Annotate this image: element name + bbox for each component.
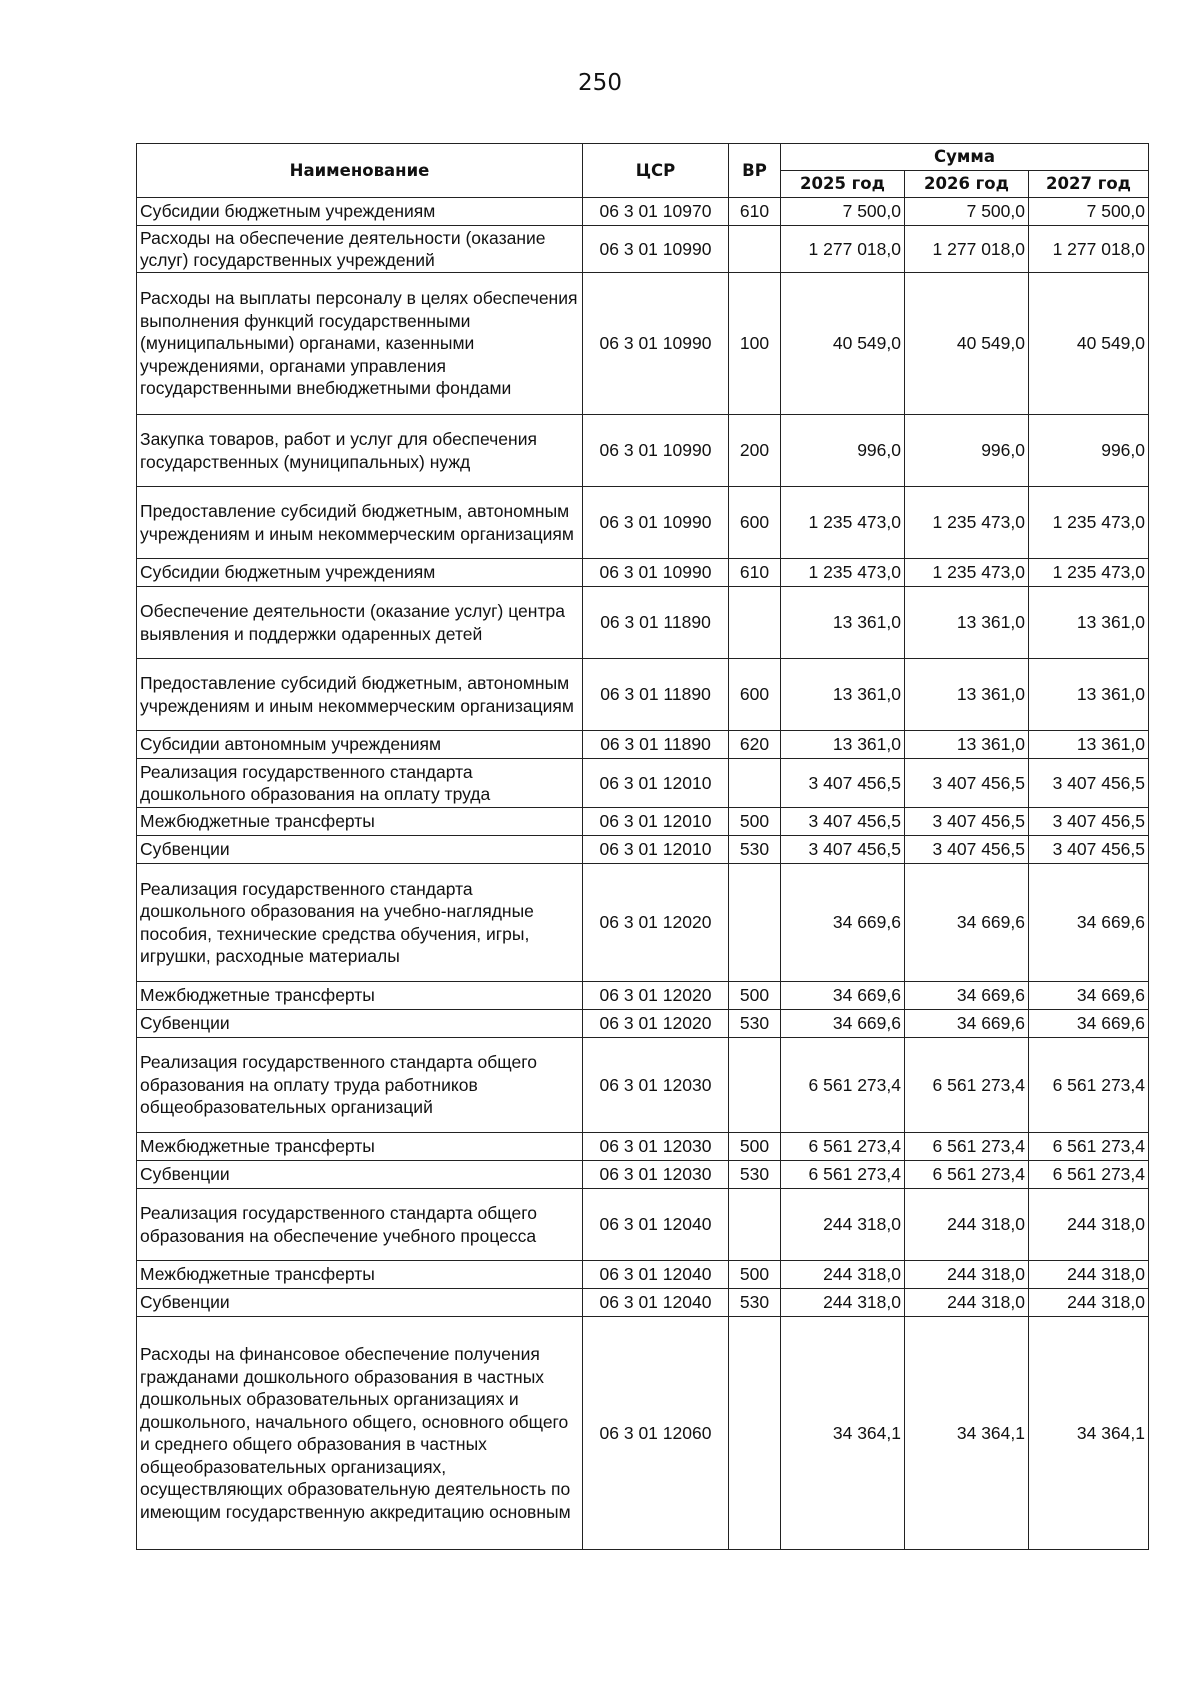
row-name: Предоставление субсидий бюджетным, автономным учреждениям и иным некоммерческим организациям [137,487,583,559]
table-row [137,559,1149,587]
row-csr: 06 3 01 12020 [583,1010,729,1038]
row-sum-2025: 13 361,0 [781,731,905,759]
row-sum-2026: 34 669,6 [905,864,1029,982]
row-csr: 06 3 01 10990 [583,487,729,559]
row-name: Расходы на финансовое обеспечение получения гражданами дошкольного образования в частных дошкольных образовательных организациях и дошкольного, начального общего, основного общего и среднего общего образования в частных общеобразовательных организациях, осуществляющих образовательную деятельность по имеющим государственную аккредитацию основным [137,1317,583,1550]
row-vr: 100 [729,273,781,415]
row-sum-2025: 34 669,6 [781,1010,905,1038]
row-sum-2027: 6 561 273,4 [1029,1133,1149,1161]
row-sum-2026: 13 361,0 [905,659,1029,731]
row-sum-2025: 996,0 [781,415,905,487]
row-vr: 200 [729,415,781,487]
row-name: Субсидии бюджетным учреждениям [137,559,583,587]
header-csr: ЦСР [583,144,729,198]
row-sum-2027: 1 235 473,0 [1029,559,1149,587]
table-row [137,1317,1149,1550]
row-sum-2026: 1 235 473,0 [905,559,1029,587]
header-year-2026: 2026 год [905,171,1029,198]
row-sum-2026: 3 407 456,5 [905,808,1029,836]
row-name: Субвенции [137,1010,583,1038]
table-row [137,836,1149,864]
row-vr: 500 [729,982,781,1010]
row-sum-2025: 34 669,6 [781,982,905,1010]
row-sum-2026: 34 364,1 [905,1317,1029,1550]
row-csr: 06 3 01 12010 [583,759,729,808]
row-csr: 06 3 01 12010 [583,808,729,836]
table-row [137,759,1149,808]
header-vr: ВР [729,144,781,198]
header-year-2025: 2025 год [781,171,905,198]
table-row [137,1261,1149,1289]
row-sum-2025: 13 361,0 [781,659,905,731]
row-vr: 600 [729,487,781,559]
row-vr [729,759,781,808]
row-name: Межбюджетные трансферты [137,982,583,1010]
row-sum-2025: 244 318,0 [781,1189,905,1261]
table-row [137,1133,1149,1161]
row-csr: 06 3 01 10990 [583,273,729,415]
row-csr: 06 3 01 12020 [583,982,729,1010]
row-sum-2025: 3 407 456,5 [781,808,905,836]
row-csr: 06 3 01 10990 [583,226,729,273]
row-sum-2025: 244 318,0 [781,1261,905,1289]
row-sum-2026: 3 407 456,5 [905,759,1029,808]
row-name: Межбюджетные трансферты [137,1133,583,1161]
table-row [137,226,1149,273]
row-sum-2025: 13 361,0 [781,587,905,659]
row-csr: 06 3 01 12040 [583,1189,729,1261]
row-sum-2025: 7 500,0 [781,198,905,226]
table-header [137,144,1149,198]
row-name: Субсидии бюджетным учреждениям [137,198,583,226]
table-row [137,198,1149,226]
row-csr: 06 3 01 12020 [583,864,729,982]
row-name: Реализация государственного стандарта дошкольного образования на оплату труда [137,759,583,808]
row-sum-2025: 3 407 456,5 [781,759,905,808]
row-vr [729,1038,781,1133]
row-csr: 06 3 01 11890 [583,659,729,731]
row-sum-2027: 40 549,0 [1029,273,1149,415]
row-sum-2027: 13 361,0 [1029,587,1149,659]
row-csr: 06 3 01 10990 [583,559,729,587]
row-vr: 610 [729,198,781,226]
row-sum-2027: 34 669,6 [1029,864,1149,982]
row-sum-2026: 1 277 018,0 [905,226,1029,273]
table-row [137,1010,1149,1038]
table-row [137,659,1149,731]
row-vr [729,1189,781,1261]
table-row [137,487,1149,559]
row-sum-2026: 6 561 273,4 [905,1133,1029,1161]
row-name: Расходы на выплаты персоналу в целях обеспечения выполнения функций государственными (муниципальными) органами, казенными учреждениями, органами управления государственными внебюджетными фондами [137,273,583,415]
row-sum-2025: 6 561 273,4 [781,1133,905,1161]
row-sum-2026: 996,0 [905,415,1029,487]
table-row [137,415,1149,487]
row-name: Расходы на обеспечение деятельности (оказание услуг) государственных учреждений [137,226,583,273]
row-sum-2026: 34 669,6 [905,1010,1029,1038]
row-vr: 500 [729,1133,781,1161]
row-sum-2027: 13 361,0 [1029,659,1149,731]
row-vr [729,226,781,273]
row-sum-2025: 3 407 456,5 [781,836,905,864]
budget-table [136,143,1149,1550]
row-name: Субвенции [137,1289,583,1317]
row-name: Обеспечение деятельности (оказание услуг) центра выявления и поддержки одаренных детей [137,587,583,659]
row-sum-2027: 6 561 273,4 [1029,1038,1149,1133]
row-vr: 530 [729,1010,781,1038]
row-sum-2026: 1 235 473,0 [905,487,1029,559]
row-vr: 620 [729,731,781,759]
row-sum-2027: 34 669,6 [1029,1010,1149,1038]
row-vr: 530 [729,1289,781,1317]
row-sum-2026: 244 318,0 [905,1189,1029,1261]
row-sum-2025: 1 277 018,0 [781,226,905,273]
table-row [137,1161,1149,1189]
row-csr: 06 3 01 12060 [583,1317,729,1550]
row-sum-2026: 13 361,0 [905,731,1029,759]
row-name: Реализация государственного стандарта общего образования на оплату труда работников общеобразовательных организаций [137,1038,583,1133]
row-vr [729,587,781,659]
header-name: Наименование [137,144,583,198]
row-vr [729,864,781,982]
row-sum-2025: 1 235 473,0 [781,487,905,559]
row-sum-2026: 3 407 456,5 [905,836,1029,864]
row-sum-2027: 34 364,1 [1029,1317,1149,1550]
row-sum-2026: 13 361,0 [905,587,1029,659]
row-csr: 06 3 01 10970 [583,198,729,226]
row-name: Предоставление субсидий бюджетным, автономным учреждениям и иным некоммерческим организациям [137,659,583,731]
row-sum-2027: 244 318,0 [1029,1189,1149,1261]
row-sum-2026: 244 318,0 [905,1261,1029,1289]
row-sum-2027: 244 318,0 [1029,1261,1149,1289]
row-sum-2026: 244 318,0 [905,1289,1029,1317]
table-row [137,1189,1149,1261]
row-sum-2027: 1 235 473,0 [1029,487,1149,559]
row-vr [729,1317,781,1550]
row-sum-2025: 244 318,0 [781,1289,905,1317]
row-sum-2027: 6 561 273,4 [1029,1161,1149,1189]
row-name: Реализация государственного стандарта дошкольного образования на учебно-наглядные пособия, технические средства обучения, игры, игрушки, расходные материалы [137,864,583,982]
row-csr: 06 3 01 11890 [583,731,729,759]
row-sum-2025: 34 364,1 [781,1317,905,1550]
row-name: Субвенции [137,836,583,864]
row-vr: 530 [729,1161,781,1189]
row-vr: 610 [729,559,781,587]
row-sum-2027: 1 277 018,0 [1029,226,1149,273]
row-sum-2027: 7 500,0 [1029,198,1149,226]
row-sum-2026: 7 500,0 [905,198,1029,226]
row-sum-2026: 34 669,6 [905,982,1029,1010]
table-row [137,587,1149,659]
row-csr: 06 3 01 12040 [583,1261,729,1289]
row-sum-2026: 40 549,0 [905,273,1029,415]
table-body [137,198,1149,1550]
row-name: Реализация государственного стандарта общего образования на обеспечение учебного процесса [137,1189,583,1261]
row-vr: 500 [729,1261,781,1289]
header-sum: Сумма [781,144,1149,171]
row-csr: 06 3 01 12030 [583,1133,729,1161]
row-vr: 600 [729,659,781,731]
table-row [137,1289,1149,1317]
row-csr: 06 3 01 12030 [583,1038,729,1133]
row-vr: 530 [729,836,781,864]
row-sum-2025: 34 669,6 [781,864,905,982]
header-year-2027: 2027 год [1029,171,1149,198]
row-sum-2027: 3 407 456,5 [1029,759,1149,808]
row-sum-2027: 3 407 456,5 [1029,836,1149,864]
row-sum-2025: 6 561 273,4 [781,1161,905,1189]
row-sum-2027: 996,0 [1029,415,1149,487]
row-sum-2025: 1 235 473,0 [781,559,905,587]
row-name: Межбюджетные трансферты [137,808,583,836]
row-name: Субсидии автономным учреждениям [137,731,583,759]
row-vr: 500 [729,808,781,836]
row-sum-2027: 3 407 456,5 [1029,808,1149,836]
table-row [137,731,1149,759]
row-name: Закупка товаров, работ и услуг для обеспечения государственных (муниципальных) нужд [137,415,583,487]
row-sum-2025: 6 561 273,4 [781,1038,905,1133]
row-sum-2025: 40 549,0 [781,273,905,415]
row-name: Субвенции [137,1161,583,1189]
row-name: Межбюджетные трансферты [137,1261,583,1289]
table-row [137,808,1149,836]
row-csr: 06 3 01 11890 [583,587,729,659]
row-sum-2027: 13 361,0 [1029,731,1149,759]
row-csr: 06 3 01 12040 [583,1289,729,1317]
row-csr: 06 3 01 12030 [583,1161,729,1189]
row-sum-2027: 34 669,6 [1029,982,1149,1010]
table-row [137,1038,1149,1133]
table-row [137,982,1149,1010]
row-sum-2027: 244 318,0 [1029,1289,1149,1317]
row-sum-2026: 6 561 273,4 [905,1038,1029,1133]
table-row [137,273,1149,415]
row-csr: 06 3 01 10990 [583,415,729,487]
table-row [137,864,1149,982]
row-sum-2026: 6 561 273,4 [905,1161,1029,1189]
page-number: 250 [578,70,622,96]
row-csr: 06 3 01 12010 [583,836,729,864]
